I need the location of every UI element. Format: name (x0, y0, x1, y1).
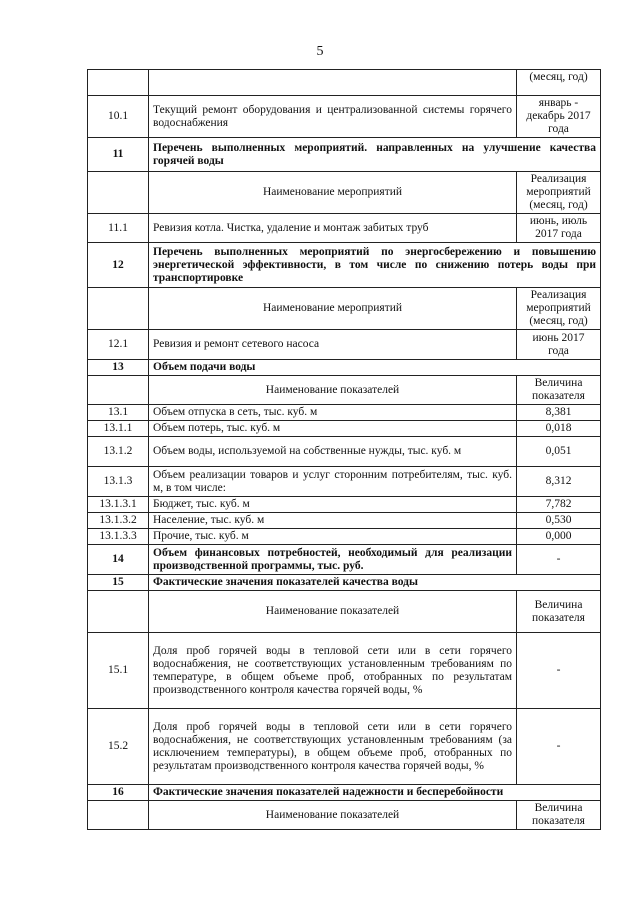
row-text: Прочие, тыс. куб. м (149, 529, 517, 545)
section-number: 15 (88, 575, 149, 591)
column-header-value: Величина показателя (517, 376, 601, 405)
column-header-name: Наименование показателей (149, 591, 517, 633)
row-number (88, 70, 149, 96)
production-program-table (87, 69, 601, 830)
row-number: 11.1 (88, 214, 149, 243)
row-number: 13.1.3.2 (88, 513, 149, 529)
row-value: июнь 2017 года (517, 330, 601, 360)
row-text: Объем реализации товаров и услуг сторонним потребителям, тыс. куб. м, в том числе: (149, 467, 517, 497)
row-value: - (517, 709, 601, 785)
table-row (88, 330, 601, 360)
section-row (88, 243, 601, 288)
section-number: 16 (88, 785, 149, 801)
section-row (88, 138, 601, 172)
section-number: 12 (88, 243, 149, 288)
row-value: 0,051 (517, 437, 601, 467)
column-header-value: Реализация мероприятий (месяц, год) (517, 288, 601, 330)
row-value: 8,312 (517, 467, 601, 497)
column-header-value: Реализация мероприятий (месяц, год) (517, 172, 601, 214)
header-row (88, 801, 601, 830)
table-row (88, 96, 601, 138)
row-number: 10.1 (88, 96, 149, 138)
header-row (88, 288, 601, 330)
table-row (88, 709, 601, 785)
table-row (88, 497, 601, 513)
table-row (88, 405, 601, 421)
row-number: 15.2 (88, 709, 149, 785)
table-row (88, 437, 601, 467)
row-number: 13.1 (88, 405, 149, 421)
row-value: январь - декабрь 2017 года (517, 96, 601, 138)
row-text: Население, тыс. куб. м (149, 513, 517, 529)
row-number: 13.1.3 (88, 467, 149, 497)
row-value: 8,381 (517, 405, 601, 421)
table-row (88, 633, 601, 709)
table-row (88, 214, 601, 243)
section-title: Перечень выполненных мероприятий по энергосбережению и повышению энергетической эффективности, в том числе по снижению потерь воды при транспортировке (149, 243, 601, 288)
row-value: - (517, 545, 601, 575)
row-value: - (517, 633, 601, 709)
header-row (88, 172, 601, 214)
column-header-name: Наименование показателей (149, 801, 517, 830)
row-text: Ревизия котла. Чистка, удаление и монтаж забитых труб (149, 214, 517, 243)
section-row (88, 360, 601, 376)
row-text: Объем отпуска в сеть, тыс. куб. м (149, 405, 517, 421)
column-header-name: Наименование мероприятий (149, 172, 517, 214)
header-blank (88, 801, 149, 830)
row-text: Доля проб горячей воды в тепловой сети или в сети горячего водоснабжения, не соответствующих установленным требованиям (за исключением температуры), в общем объеме проб, отобранных по результатам производственного контроля качества горячей воды, % (149, 709, 517, 785)
section-row (88, 545, 601, 575)
column-header-value: Величина показателя (517, 801, 601, 830)
table-row (88, 421, 601, 437)
row-number: 15.1 (88, 633, 149, 709)
header-blank (88, 591, 149, 633)
row-number: 13.1.1 (88, 421, 149, 437)
row-value: 0,018 (517, 421, 601, 437)
section-title: Перечень выполненных мероприятий. направленных на улучшение качества горячей воды (149, 138, 601, 172)
page-number: 5 (316, 44, 324, 59)
section-title: Фактические значения показателей надежности и бесперебойности (149, 785, 601, 801)
section-number: 14 (88, 545, 149, 575)
section-title: Фактические значения показателей качества воды (149, 575, 601, 591)
row-number: 13.1.3.3 (88, 529, 149, 545)
row-number: 13.1.2 (88, 437, 149, 467)
section-number: 11 (88, 138, 149, 172)
table-row (88, 70, 601, 96)
row-value: июнь, июль 2017 года (517, 214, 601, 243)
row-number: 12.1 (88, 330, 149, 360)
row-text: Бюджет, тыс. куб. м (149, 497, 517, 513)
row-number: 13.1.3.1 (88, 497, 149, 513)
section-title: Объем финансовых потребностей, необходимый для реализации производственной программы, тыс. руб. (149, 545, 517, 575)
row-text: Ревизия и ремонт сетевого насоса (149, 330, 517, 360)
table-row (88, 513, 601, 529)
row-value: 0,000 (517, 529, 601, 545)
row-text (149, 70, 517, 96)
row-text: Текущий ремонт оборудования и централизованной системы горячего водоснабжения (149, 96, 517, 138)
column-header-name: Наименование показателей (149, 376, 517, 405)
header-row (88, 591, 601, 633)
section-row (88, 785, 601, 801)
column-header-value: Величина показателя (517, 591, 601, 633)
column-header-name: Наименование мероприятий (149, 288, 517, 330)
section-title: Объем подачи воды (149, 360, 601, 376)
section-number: 13 (88, 360, 149, 376)
table-row (88, 529, 601, 545)
row-text: Объем воды, используемой на собственные нужды, тыс. куб. м (149, 437, 517, 467)
row-text: Доля проб горячей воды в тепловой сети или в сети горячего водоснабжения, не соответствующих установленным требованиям по температуре, в общем объеме проб, отобранных по результатам производственного контроля качества горячей воды, % (149, 633, 517, 709)
section-row (88, 575, 601, 591)
row-value: 0,530 (517, 513, 601, 529)
header-row (88, 376, 601, 405)
header-blank (88, 376, 149, 405)
row-value: (месяц, год) (517, 70, 601, 96)
header-blank (88, 288, 149, 330)
table-row (88, 467, 601, 497)
row-value: 7,782 (517, 497, 601, 513)
header-blank (88, 172, 149, 214)
row-text: Объем потерь, тыс. куб. м (149, 421, 517, 437)
